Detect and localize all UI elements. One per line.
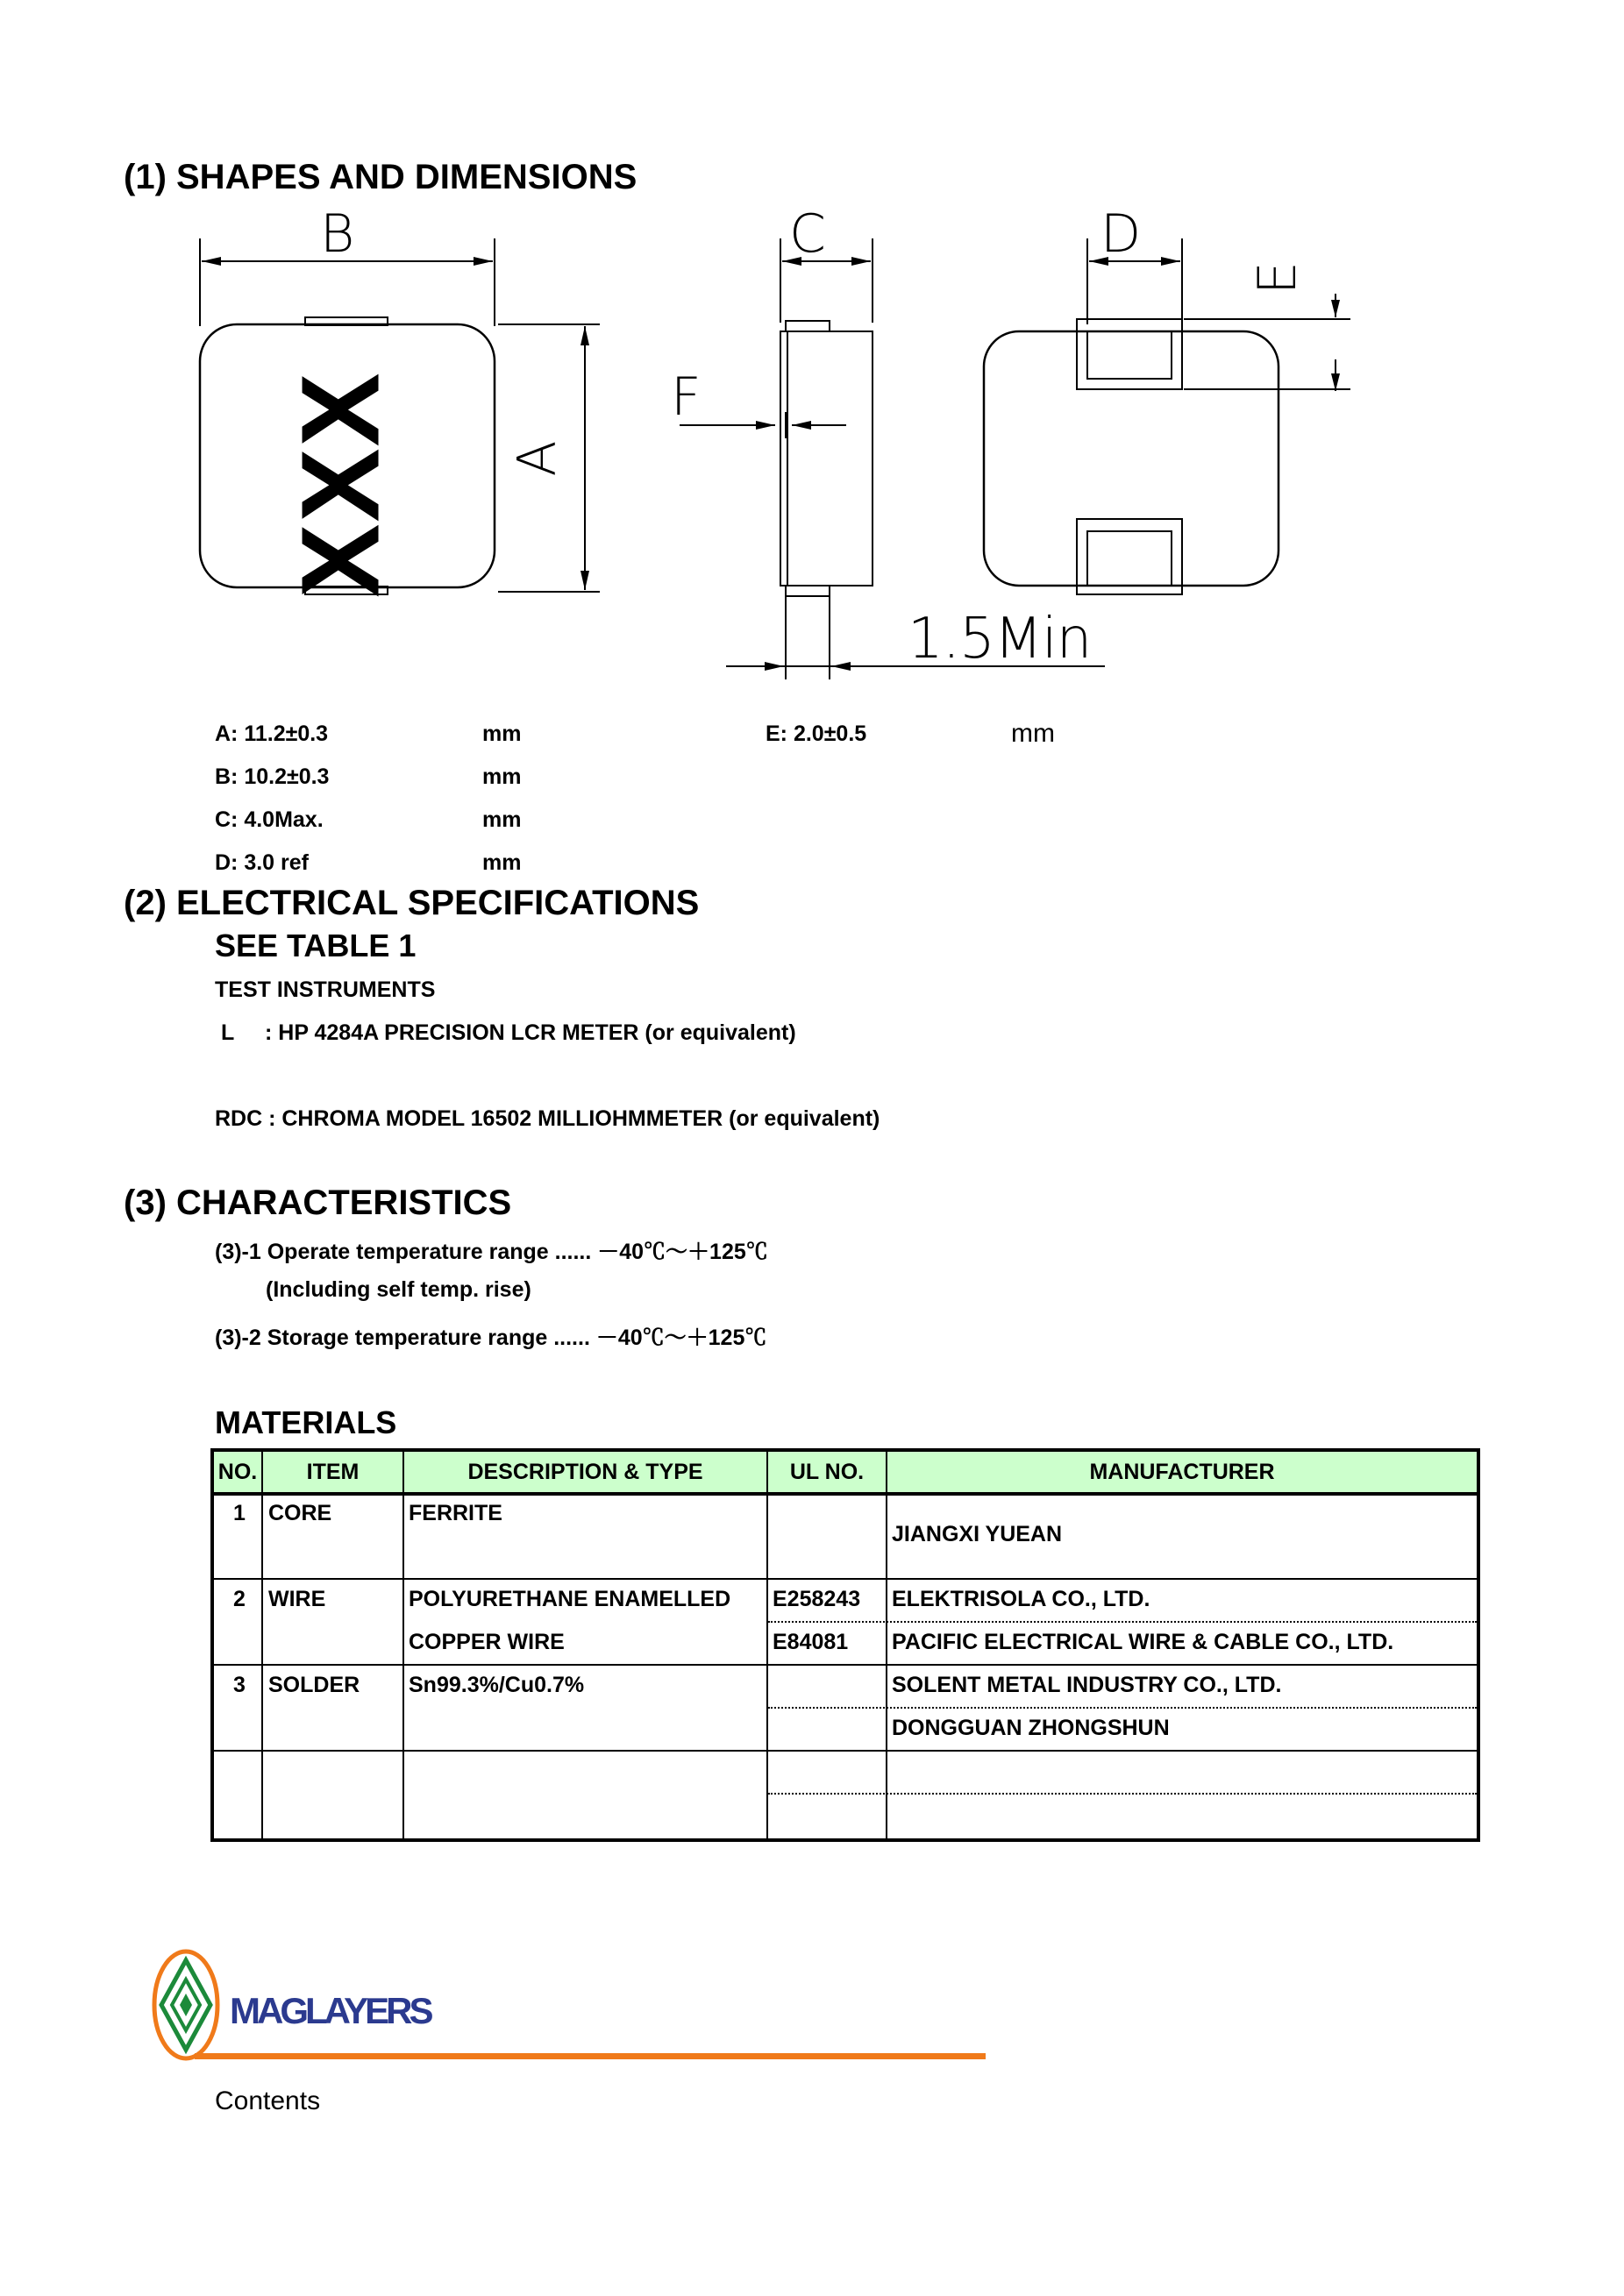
header-ul-no: UL NO. <box>789 1460 865 1484</box>
dim-a-unit: mm <box>482 721 522 746</box>
row2-manufacturer1: ELEKTRISOLA CO., LTD. <box>892 1587 1150 1611</box>
dim-label-f: F <box>671 366 702 428</box>
header-item: ITEM <box>306 1460 360 1484</box>
dim-d-unit: mm <box>482 850 522 875</box>
maglayers-logo-icon <box>151 1948 221 2062</box>
dim-b-label: B: 10.2±0.3 <box>215 764 330 789</box>
rdc-instrument: RDC : CHROMA MODEL 16502 MILLIOHMMETER (or equivalent) <box>215 1106 880 1131</box>
row3-item: SOLDER <box>268 1673 360 1697</box>
row1-item: CORE <box>268 1501 332 1525</box>
row1-manufacturer: JIANGXI YUEAN <box>892 1522 1063 1546</box>
dim-c-unit: mm <box>482 807 522 832</box>
operate-temp: (3)-1 Operate temperature range ...... －40℃～＋125℃ <box>215 1240 768 1264</box>
dim-label-c: C <box>789 203 826 265</box>
row2-manufacturer2: PACIFIC ELECTRICAL WIRE & CABLE CO., LTD. <box>892 1630 1394 1654</box>
dim-e-unit: mm <box>1011 719 1055 748</box>
row2-ul2: E84081 <box>773 1630 849 1654</box>
materials-table <box>210 1448 1480 1842</box>
row1-no: 1 <box>233 1501 246 1525</box>
row2-no: 2 <box>233 1587 246 1611</box>
footer-orange-rule <box>195 2053 986 2059</box>
materials-title: MATERIALS <box>215 1404 397 1440</box>
part-marking: XXX <box>278 371 402 598</box>
row2-desc1: POLYURETHANE ENAMELLED <box>409 1587 731 1611</box>
section1-title: (1) SHAPES AND DIMENSIONS <box>124 158 637 196</box>
min-note: 1.5Min <box>908 607 1092 672</box>
dim-a-label: A: 11.2±0.3 <box>215 721 329 746</box>
row3-no: 3 <box>233 1673 246 1697</box>
contents-label: Contents <box>215 2086 321 2115</box>
row2-item: WIRE <box>268 1587 326 1611</box>
side-view-top-terminal <box>786 321 830 331</box>
header-manufacturer: MANUFACTURER <box>1089 1460 1275 1484</box>
bottom-view-bottom-terminal <box>1077 519 1182 594</box>
storage-temp: (3)-2 Storage temperature range ...... －40℃～＋125℃ <box>215 1326 767 1350</box>
section2-title: (2) ELECTRICAL SPECIFICATIONS <box>124 884 700 922</box>
dim-b-unit: mm <box>482 764 522 789</box>
row2-ul1: E258243 <box>773 1587 861 1611</box>
dim-d-label: D: 3.0 ref <box>215 850 309 875</box>
row3-manufacturer2: DONGGUAN ZHONGSHUN <box>892 1716 1170 1740</box>
dim-label-a: A <box>506 440 568 477</box>
operate-temp-note: (Including self temp. rise) <box>266 1277 531 1302</box>
l-instrument: : HP 4284A PRECISION LCR METER (or equivalent) <box>265 1020 796 1045</box>
dim-e-label: E: 2.0±0.5 <box>766 721 867 746</box>
header-description: DESCRIPTION & TYPE <box>467 1460 703 1484</box>
dim-label-b: B <box>320 203 355 265</box>
side-view-bottom-terminal <box>786 586 830 596</box>
maglayers-logo-text: MAGLAYERS <box>230 1990 431 2031</box>
section3-title: (3) CHARACTERISTICS <box>124 1184 512 1222</box>
row2-desc2: COPPER WIRE <box>409 1630 565 1654</box>
see-table: SEE TABLE 1 <box>215 928 417 963</box>
dim-c-label: C: 4.0Max. <box>215 807 324 832</box>
row1-desc: FERRITE <box>409 1501 502 1525</box>
test-instruments-title: TEST INSTRUMENTS <box>215 977 436 1002</box>
bottom-view-body <box>984 331 1279 586</box>
row3-manufacturer1: SOLENT METAL INDUSTRY CO., LTD. <box>892 1673 1282 1697</box>
dim-label-e: E <box>1246 261 1308 295</box>
l-key: L <box>221 1020 235 1045</box>
side-view-body <box>780 331 873 586</box>
header-no: NO. <box>217 1460 258 1484</box>
dim-label-d: D <box>1100 203 1142 265</box>
row3-desc: Sn99.3%/Cu0.7% <box>409 1673 585 1697</box>
dimension-drawing <box>0 0 1624 701</box>
